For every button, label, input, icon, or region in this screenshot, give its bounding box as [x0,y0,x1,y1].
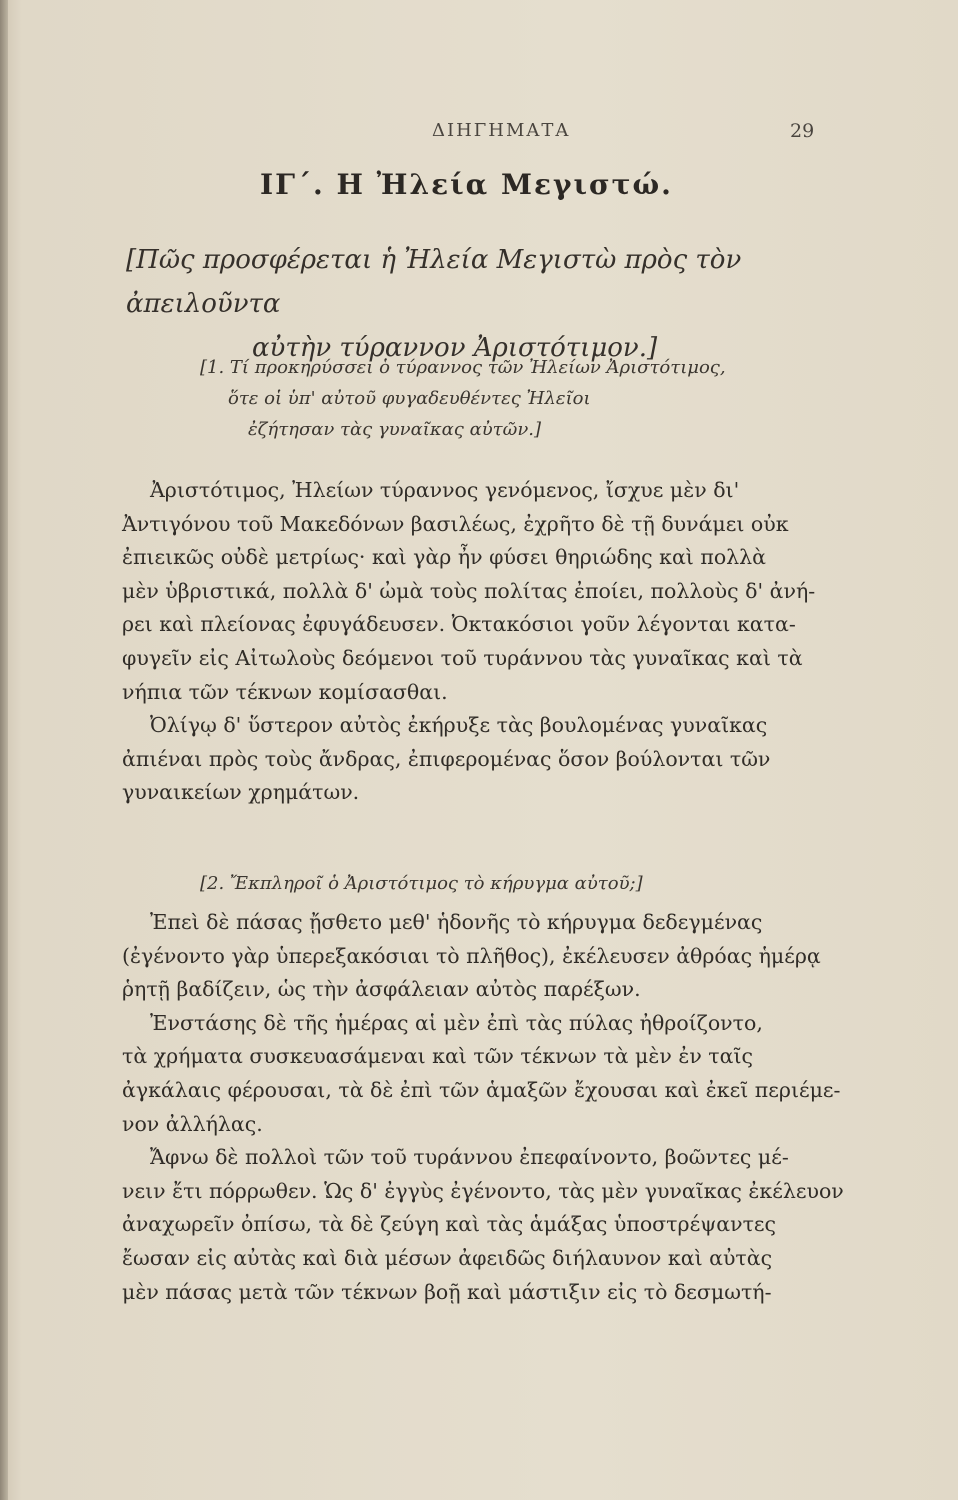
text-line: (ἐγένοντο γὰρ ὑπερεξακόσιαι τὸ πλῆθος), ἐκέλευσεν ἀθρόας ἡμέρᾳ [122,943,821,968]
running-head: ΔΙΗΓΗΜΑΤΑ [432,120,571,141]
question-note-2 [200,868,760,899]
text-line: γυναικείων χρημάτων. [122,780,360,805]
page-gutter-edge [0,0,8,1500]
question-line: ὅτε οἱ ὑπ' αὐτοῦ φυγαδευθέντες Ἠλεῖοι [228,388,591,409]
text-line: ἀγκάλαις φέρουσαι, τὰ δὲ ἐπὶ τῶν ἁμαξῶν ἔχουσαι καὶ ἐκεῖ περιέμε- [122,1077,841,1102]
text-line: μὲν πάσας μετὰ τῶν τέκνων βοῇ καὶ μάστιξιν εἰς τὸ δεσμωτή- [122,1279,772,1304]
text-line: ἔωσαν εἰς αὐτὰς καὶ διὰ μέσων ἀφειδῶς διήλαυνον καὶ αὐτὰς [122,1245,773,1270]
question-line: [1. Τί προκηρύσσει ὁ τύραννος τῶν Ἠλείων Ἀριστότιμος, [200,357,726,378]
question-line: ἐζήτησαν τὰς γυναῖκας αὐτῶν.] [248,419,542,440]
chapter-title: ΙΓ΄. Η Ἠλεία Μεγιστώ. [260,168,673,201]
text-line: φυγεῖν εἰς Αἰτωλοὺς δεόμενοι τοῦ τυράννου τὰς γυναῖκας καὶ τὰ [122,645,803,670]
paragraph-1 [122,474,840,810]
text-line: τὰ χρήματα συσκευασάμεναι καὶ τῶν τέκνων τὰ μὲν ἐν ταῖς [122,1044,754,1069]
question-line: [2. Ἔκπληροῖ ὁ Ἀριστότιμος τὸ κήρυγμα αὐτοῦ;] [200,873,643,894]
summary-line: αὐτὴν τύραννον Ἀριστότιμον.] [252,333,658,363]
text-line: νον ἀλλήλας. [122,1111,263,1136]
text-line: ῥητῇ βαδίζειν, ὡς τὴν ἀσφάλειαν αὐτὸς παρέξων. [122,977,641,1002]
summary-line: [Πῶς προσφέρεται ἡ Ἠλεία Μεγιστὼ πρὸς τὸν ἀπειλοῦντα [126,245,742,319]
text-line: ἀπιέναι πρὸς τοὺς ἄνδρας, ἐπιφερομένας ὅσον βούλονται τῶν [122,746,771,771]
text-line: μὲν ὑβριστικά, πολλὰ δ' ὠμὰ τοὺς πολίτας ἐποίει, πολλοὺς δ' ἀνή- [122,578,816,603]
text-line: Ἄφνω δὲ πολλοὶ τῶν τοῦ τυράννου ἐπεφαίνοντο, βοῶντες μέ- [150,1145,789,1170]
paragraph-2 [122,906,844,1309]
text-line: ἐπιεικῶς οὐδὲ μετρίως· καὶ γὰρ ἦν φύσει θηριώδης καὶ πολλὰ [122,545,766,570]
text-line: Ἀριστότιμος, Ἠλείων τύραννος γενόμενος, ἴσχυε μὲν δι' [150,478,740,502]
text-line: ρει καὶ πλείονας ἐφυγάδευσεν. Ὀκτακόσιοι γοῦν λέγονται κατα- [122,612,796,637]
page-header [0,120,958,150]
text-line: ἀναχωρεῖν ὀπίσω, τὰ δὲ ζεύγη καὶ τὰς ἁμάξας ὑποστρέψαντες [122,1212,777,1237]
text-line: Ἐπεὶ δὲ πάσας ᾔσθετο μεθ' ἡδονῆς τὸ κήρυγμα δεδεγμένας [150,910,763,934]
chapter-summary [126,238,826,370]
text-line: νήπια τῶν τέκνων κομίσασθαι. [122,679,448,704]
text-line: Ἐνστάσης δὲ τῆς ἡμέρας αἱ μὲν ἐπὶ τὰς πύλας ἠθροίζοντο, [150,1010,763,1035]
question-note-1 [200,352,760,445]
text-line: Ἀντιγόνου τοῦ Μακεδόνων βασιλέως, ἐχρῆτο δὲ τῇ δυνάμει οὐκ [122,511,789,536]
text-line: Ὀλίγῳ δ' ὕστερον αὐτὸς ἐκήρυξε τὰς βουλομένας γυναῖκας [150,713,768,738]
text-line: νειν ἔτι πόρρωθεν. Ὡς δ' ἐγγὺς ἐγένοντο, τὰς μὲν γυναῖκας ἐκέλευον [122,1178,844,1203]
page-number: 29 [790,120,815,142]
